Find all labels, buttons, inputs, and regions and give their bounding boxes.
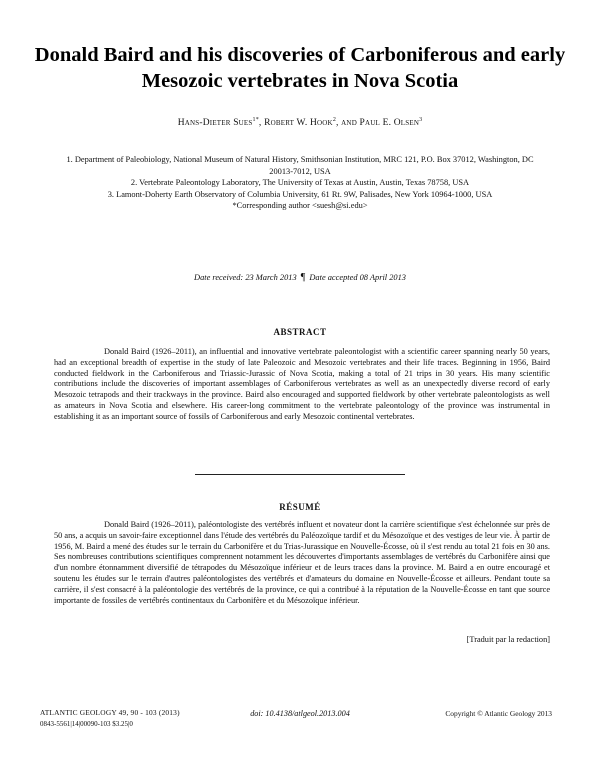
date-accepted: Date accepted 08 April 2013: [309, 273, 406, 282]
author-marks: 3: [419, 117, 423, 123]
affiliations: [60, 154, 540, 212]
author-name: Hans-Dieter Sues: [177, 118, 253, 129]
author-name: Robert W. Hook: [264, 118, 333, 129]
copyright-notice: Copyright © Atlantic Geology 2013: [445, 709, 552, 718]
date-received: Date received: 23 March 2013: [194, 273, 297, 282]
issn-line: 0843-5561|14|00090-103 $3.25|0: [40, 720, 133, 728]
author-marks: 1*: [252, 117, 259, 123]
author-name: Paul E. Olsen: [359, 118, 420, 129]
affiliation-2: 2. Vertebrate Paleontology Laboratory, The University of Texas at Austin, Austin, Texas 78758, USA: [130, 178, 470, 187]
translator-note: [Traduit par la redaction]: [466, 635, 550, 644]
author-marks: 2: [332, 117, 337, 123]
author-list: Hans-Dieter Sues$^{1*}$, Robert W. Hook$^2$, and Paul E. Olsen$^3$: [177, 117, 423, 129]
affiliation-3: 3. Lamont-Doherty Earth Observatory of Columbia University, 61 Rt. 9W, Palisades, New York 10964-1000, USA: [107, 189, 493, 199]
affiliation-1: 1. Department of Paleobiology, National Museum of Natural History, Smithsonian Institution, MRC 121, P.O. Box 37012, Washington, DC 20013-7012, USA: [66, 155, 534, 176]
doi-link[interactable]: doi: 10.4138/atlgeol.2013.004: [250, 709, 350, 718]
article-title: Donald Baird and his discoveries of Carboniferous and early Mesozoic vertebrates in Nova Scotia: [34, 44, 566, 92]
submission-dates: [20, 272, 580, 283]
corresponding-author: *Corresponding author <suesh@si.edu>: [232, 201, 368, 210]
date-separator: ¶: [300, 272, 306, 283]
abstract-body: Donald Baird (1926–2011), an influential and innovative vertebrate paleontologist with a scientific career spanning nearly 50 years, had an exceptional breadth of expertise in the study of late Paleozoic and Mesozoic vertebrates and their life traces. Beginning in 1956, Baird conducted fieldwork in the Carboniferous and Triassic-Jurassic of Nova Scotia, making a total of 21 trips in 30 years. His many scientific contributions include the discoveries of important assemblages of Carboniferous vertebrates as well as an unexpectedly diverse record of early Mesozoic tetrapods and their trackways in the province. Baird also encouraged and supported fieldwork by other vertebrate paleontologists as well as amateurs in Nova Scotia and elsewhere. His career-long commitment to the vertebrate paleontology of the province was instrumental in establishing it as an important source of fossils of Carboniferous and early Mesozoic continental vertebrates.: [54, 347, 550, 421]
abstract-heading: ABSTRACT: [273, 327, 327, 337]
resume-heading: RÉSUMÉ: [279, 502, 321, 512]
section-divider: [195, 474, 405, 475]
resume-body: Donald Baird (1926–2011), paléontologiste des vertébrés influent et novateur dont la carrière scientifique s'est échelonnée sur près de 50 ans, a acquis un savoir-faire exceptionnel dans l'étude des vertébrés du Paléozoïque tardif et du Mésozoïque et des vestiges de leur vie. À partir de 1956, M. Baird a mené des études sur le terrain du Carbonifère et du Trias-Jurassique en Nouvelle-Écosse, où il s'est rendu au total 21 fois en 30 ans. Ses nombreuses contributions scientifiques comprennent notamment les découvertes d'importants assemblages de vertébrés du Carbonifère ainsi que d'un nombre étonnamment diversifié de tétrapodes du Mésozoïque inférieur et de leurs traces dans la province. M. Baird a en outre encouragé et soutenu les études sur le terrain d'autres paléontologistes des vertébrés et d'amateurs du domaine en Nouvelle-Écosse et ailleurs. Pendant toute sa carrière, il s'est consacré à la paléontologie des vertébrés de la province, ce qui a contribué à la réputation de la Nouvelle-Écosse en tant que source importante de fossiles de vertébrés continentaux du Carbonifère et du Mésozoïque inférieur.: [54, 520, 550, 605]
journal-reference: ATLANTIC GEOLOGY 49, 90 - 103 (2013): [40, 708, 180, 717]
